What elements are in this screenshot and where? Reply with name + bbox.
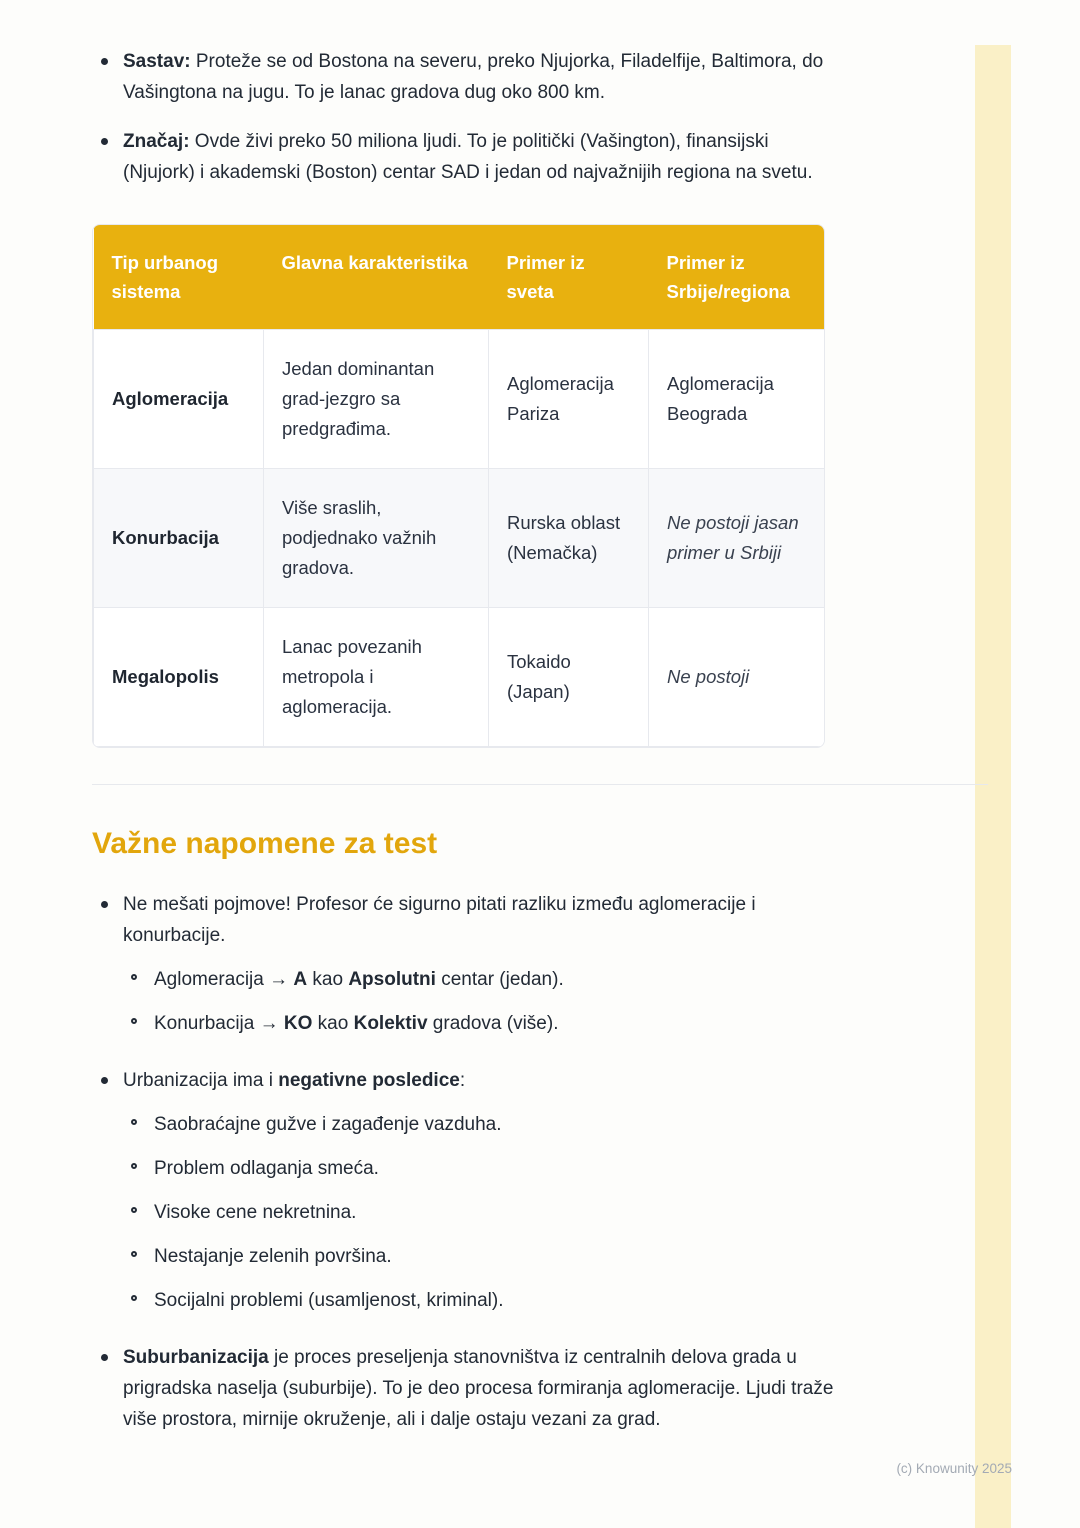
bullet-icon [101,58,108,65]
cell-tip: Megalopolis [94,608,264,747]
list-item-text: Suburbanizacija je proces preseljenja stanovništva iz centralnih delova grada u prigradska naselja (suburbije). To je deo procesa formiranja aglomeracije. Ljudi traže više prostora, mirnije okruženje, ali i dalje ostaju vezani za grad. [123,1347,834,1430]
sub-item-zelene-povrsine [123,1241,852,1272]
sub-item-aglomeracija [123,964,852,995]
circle-bullet-icon [131,1163,137,1169]
sub-item-nekretnine [123,1197,852,1228]
cell-primer-srbija: Ne postoji jasan primer u Srbiji [649,469,826,608]
sub-item-text: Problem odlaganja smeća. [154,1158,379,1179]
list-item-sastav [92,46,830,108]
sub-item-text: Aglomeracija → A kao Apsolutni centar (jedan). [154,969,564,990]
list-item-negativne-posledice [92,1065,852,1316]
urban-systems-table [93,225,825,747]
sub-list [123,1109,852,1316]
cell-karakteristika: Više sraslih, podjednako važnih gradova. [264,469,489,608]
circle-bullet-icon [131,974,137,980]
sub-item-konurbacija [123,1008,852,1039]
list-item-ne-mesati-pojmove [92,889,852,1039]
cell-primer-svet: Tokaido (Japan) [489,608,649,747]
notes-list [92,889,988,1435]
urban-systems-table-wrap [92,224,825,748]
table-row-aglomeracija [94,330,826,469]
sub-list [123,964,852,1039]
page-content [92,46,988,1461]
sub-item-text: Konurbacija → KO kao Kolektiv gradova (više). [154,1013,559,1034]
list-item-text: Urbanizacija ima i negativne posledice: [123,1070,466,1091]
sub-item-smece [123,1153,852,1184]
cell-tip: Konurbacija [94,469,264,608]
bullet-icon [101,1354,108,1361]
cell-tip: Aglomeracija [94,330,264,469]
circle-bullet-icon [131,1018,137,1024]
cell-primer-svet: Aglomeracija Pariza [489,330,649,469]
circle-bullet-icon [131,1295,137,1301]
sub-item-text: Nestajanje zelenih površina. [154,1246,392,1267]
sub-item-text: Saobraćajne gužve i zagađenje vazduha. [154,1114,502,1135]
list-item-text: Sastav: Proteže se od Bostona na severu, preko Njujorka, Filadelfije, Baltimora, do Vašingtona na jugu. To je lanac gradova dug oko 800 km. [123,51,824,103]
circle-bullet-icon [131,1207,137,1213]
table-header-tip-urbanog-sistema: Tip urbanog sistema [94,225,264,330]
table-header-glavna-karakteristika: Glavna karakteristika [264,225,489,330]
sub-item-socijalni-problemi [123,1285,852,1316]
cell-karakteristika: Lanac povezanih metropola i aglomeracija. [264,608,489,747]
sub-item-text: Socijalni problemi (usamljenost, kriminal). [154,1290,504,1311]
bullet-icon [101,901,108,908]
intro-list [92,46,988,188]
list-item-text: Ne mešati pojmove! Profesor će sigurno pitati razliku između aglomeracije i konurbacije. [123,894,756,946]
table-row-konurbacija [94,469,826,608]
list-item-suburbanizacija [92,1342,852,1435]
list-item-znacaj [92,126,830,188]
cell-primer-srbija: Ne postoji [649,608,826,747]
sub-item-guzve [123,1109,852,1140]
sub-item-text: Visoke cene nekretnina. [154,1202,357,1223]
table-header-primer-iz-sveta: Primer iz sveta [489,225,649,330]
bullet-icon [101,1077,108,1084]
cell-karakteristika: Jedan dominantan grad-jezgro sa predgrađima. [264,330,489,469]
table-header-primer-iz-srbije: Primer iz Srbije/regiona [649,225,826,330]
table-header-row [94,225,826,330]
section-divider [92,784,988,785]
bullet-icon [101,138,108,145]
copyright-credit: (c) Knowunity 2025 [896,1461,1012,1476]
cell-primer-srbija: Aglomeracija Beograda [649,330,826,469]
circle-bullet-icon [131,1119,137,1125]
table-row-megalopolis [94,608,826,747]
section-title: Važne napomene za test [92,827,438,860]
cell-primer-svet: Rurska oblast (Nemačka) [489,469,649,608]
circle-bullet-icon [131,1251,137,1257]
list-item-text: Značaj: Ovde živi preko 50 miliona ljudi. To je politički (Vašington), finansijski (Njujork) i akademski (Boston) centar SAD i jedan od najvažnijih regiona na svetu. [123,131,813,183]
